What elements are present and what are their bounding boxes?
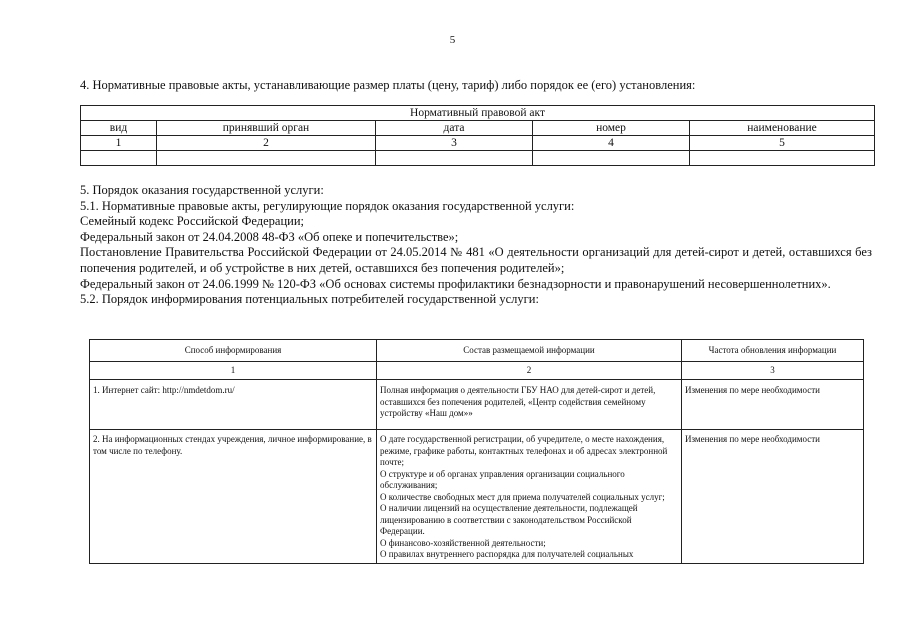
info-content-item: О количестве свободных мест для приема получателей социальных услуг; [380,491,665,502]
section-5-1-heading: 5.1. Нормативные правовые акты, регулирующие порядок оказания государственной услуги: [80,198,575,213]
info-content-item: О дате государственной регистрации, об учредителе, о месте нахождения, режиме, графике работы, контактных телефонах и об адресах электронной почте; [380,434,668,467]
info-num-cell: 3 [682,362,864,380]
regulatory-act: Федеральный закон от 24.06.1999 № 120-ФЗ «Об основах системы профилактики безнадзорности и правонарушений несовершеннолетних». [80,276,831,291]
section-5-2-heading: 5.2. Порядок информирования потенциальных потребителей государственной услуги: [80,292,539,307]
acts-group-header: Нормативный правовой акт [81,106,875,121]
acts-num-cell: 3 [376,136,533,151]
info-content-item: О финансово-хозяйственной деятельности; [380,537,546,548]
regulatory-act: Федеральный закон от 24.04.2008 48-ФЗ «Об опеке и попечительстве»; [80,229,459,244]
info-content-item: О наличии лицензий на осуществление деятельности, подлежащей лицензированию в соответствии с законодательством Российской Федерации. [380,503,638,536]
acts-num-cell: 2 [157,136,376,151]
info-content-item: О структуре и об органах управления организации социального обслуживания; [380,468,625,490]
info-content-cell [377,380,682,430]
acts-num-cell: 5 [690,136,875,151]
section-5-heading: 5. Порядок оказания государственной услуги: [80,183,324,197]
normative-acts-table [80,105,875,166]
info-col-content: Состав размещаемой информации [377,340,682,362]
acts-empty-cell [533,151,690,166]
acts-col-number: номер [533,121,690,136]
info-num-cell: 1 [90,362,377,380]
info-content-cell [377,430,682,564]
info-col-method: Способ информирования [90,340,377,362]
info-method-cell: 1. Интернет сайт: http://nmdetdom.ru/ [90,380,377,430]
acts-num-cell: 4 [533,136,690,151]
page-number: 5 [449,34,456,46]
acts-empty-cell [157,151,376,166]
section-5-text [80,183,872,308]
info-content-item: О правилах внутреннего распорядка для получателей социальных [380,549,634,559]
acts-col-date: дата [376,121,533,136]
acts-empty-cell [690,151,875,166]
informing-table [89,339,864,564]
info-col-frequency: Частота обновления информации [682,340,864,362]
acts-col-type: вид [81,121,157,136]
info-num-cell: 2 [377,362,682,380]
regulatory-act: Семейный кодекс Российской Федерации; [80,214,304,229]
acts-empty-cell [81,151,157,166]
info-frequency-cell: Изменения по мере необходимости [682,430,864,564]
acts-num-cell: 1 [81,136,157,151]
info-frequency-cell: Изменения по мере необходимости [682,380,864,430]
acts-empty-cell [376,151,533,166]
acts-col-title: наименование [690,121,875,136]
info-content-item: Полная информация о деятельности ГБУ НАО для детей-сирот и детей, оставшихся без попечения родителей, «Центр содействия семейному устройству «Наш дом»» [380,385,656,418]
regulatory-act: Постановление Правительства Российской Федерации от 24.05.2014 № 481 «О деятельности организаций для детей-сирот и детей, оставшихся без попечения родителей, и об устройстве в них детей, оставшихся без попечения родителей»; [80,245,872,275]
info-method-cell: 2. На информационных стендах учреждения, личное информирование, в том числе по телефону. [90,430,377,564]
section-4-heading: 4. Нормативные правовые акты, устанавливающие размер платы (цену, тариф) либо порядок ее (его) установления: [80,78,696,92]
acts-col-authority: принявший орган [157,121,376,136]
